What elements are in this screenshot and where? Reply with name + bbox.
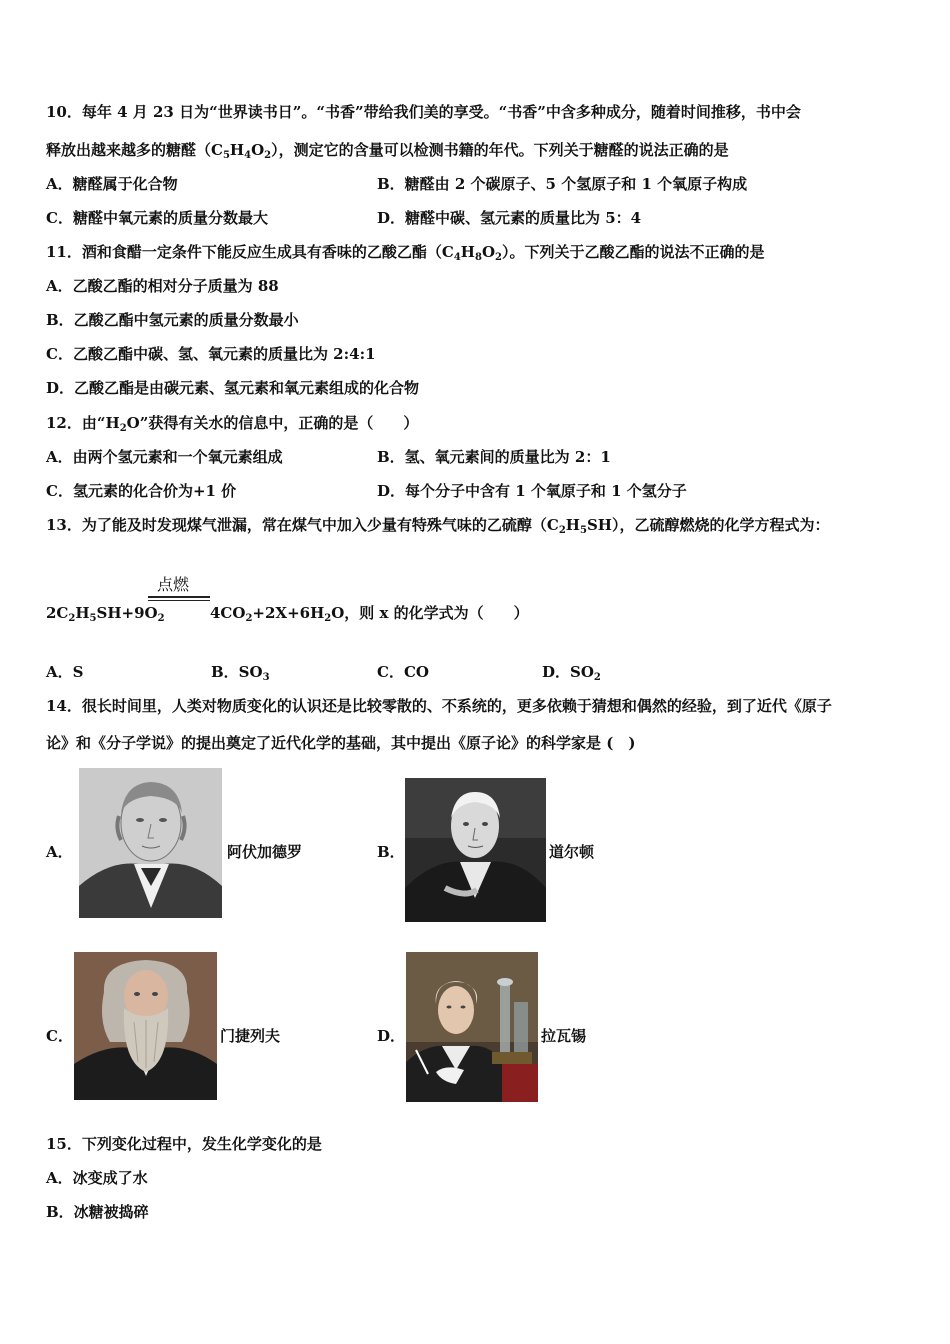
- q14-option-a-name: 阿伏加德罗: [227, 843, 303, 861]
- q13-option-d: [542, 662, 601, 682]
- eq-text: 4CO: [210, 604, 246, 622]
- subscript: 5: [89, 613, 97, 624]
- subscript: 8: [474, 252, 482, 263]
- q13-option-c: C．CO: [377, 663, 429, 681]
- q15-stem: 15．下列变化过程中，发生化学变化的是: [46, 1135, 322, 1153]
- subscript: 2: [324, 613, 332, 624]
- q13-text: 13．为了能及时发现煤气泄漏，常在煤气中加入少量有特殊气味的乙硫醇（C: [46, 516, 559, 534]
- q10-text: ），测定它的含量可以检测书籍的年代。下列关于糖醛的说法正确的是: [271, 141, 729, 159]
- q14-option-c-name: 门捷列夫: [220, 1027, 281, 1045]
- q12-stem: [46, 413, 418, 433]
- reaction-arrow-line: [148, 596, 210, 598]
- equation-reactants: [46, 603, 165, 623]
- q10-option-c: C．糖醛中氧元素的质量分数最大: [46, 209, 268, 227]
- subscript: 2: [245, 613, 253, 624]
- eq-text: SH+9O: [96, 604, 158, 622]
- q14-option-b-letter: B．: [377, 843, 405, 861]
- q10-option-b: B．糖醛由 2 个碳原子、5 个氢原子和 1 个氧原子构成: [377, 175, 748, 193]
- reaction-condition: 点燃: [157, 575, 190, 594]
- q11-text: 11．酒和食醋一定条件下能反应生成具有香味的乙酸乙酯（C: [46, 243, 454, 261]
- q14-option-a-letter: A．: [46, 843, 73, 861]
- q11-option-a: A．乙酸乙酯的相对分子质量为 88: [46, 277, 279, 295]
- subscript: 4: [453, 252, 461, 263]
- subscript: 2: [68, 613, 76, 624]
- q12-option-c: C．氢元素的化合价为+1 价: [46, 482, 237, 500]
- q13-text: H: [565, 516, 580, 534]
- dalton-portrait: [405, 778, 546, 922]
- q12-option-b: B．氢、氧元素间的质量比为 2：1: [377, 448, 611, 466]
- q15-option-a: A．冰变成了水: [46, 1169, 148, 1187]
- subscript: 5: [222, 150, 230, 161]
- q13-stem: [46, 515, 829, 535]
- q12-text: O”获得有关水的信息中，正确的是（ ）: [126, 414, 419, 432]
- subscript: 2: [264, 150, 272, 161]
- q14-option-d-letter: D．: [377, 1027, 406, 1045]
- subscript: 3: [262, 672, 270, 683]
- subscript: 2: [593, 672, 601, 683]
- q12-text: 12．由“H: [46, 414, 120, 432]
- q14-stem-line1: 14．很长时间里，人类对物质变化的认识还是比较零散的、不系统的，更多依赖于猜想和偶然的经验，到了近代《原子: [46, 697, 832, 715]
- subscript: 2: [558, 525, 566, 536]
- q15-option-b: B．冰糖被捣碎: [46, 1203, 149, 1221]
- mendeleev-portrait: [74, 952, 217, 1100]
- q11-text: O: [481, 243, 496, 261]
- q12-option-a: A．由两个氢元素和一个氧元素组成: [46, 448, 283, 466]
- q11-option-b: B．乙酸乙酯中氢元素的质量分数最小: [46, 311, 299, 329]
- eq-text: +2X+6H: [252, 604, 325, 622]
- q10-text: O: [251, 141, 265, 159]
- q13-option-b: [211, 662, 270, 682]
- reaction-arrow-line: [148, 600, 210, 601]
- q11-text: H: [460, 243, 475, 261]
- q13-option-b-text: B．SO: [211, 663, 263, 681]
- q14-option-d-name: 拉瓦锡: [541, 1027, 587, 1045]
- q11-stem: [46, 242, 765, 262]
- q10-stem-line1: 10．每年 4 月 23 日为“世界读书日”。“书香”带给我们美的享受。“书香”中含多种成分，随着时间推移，书中会: [46, 103, 801, 121]
- subscript: 2: [157, 613, 165, 624]
- subscript: 5: [579, 525, 587, 536]
- q10-text: H: [229, 141, 245, 159]
- q11-option-d: D．乙酸乙酯是由碳元素、氢元素和氧元素组成的化合物: [46, 379, 420, 397]
- q12-option-d: D．每个分子中含有 1 个氧原子和 1 个氢分子: [377, 482, 687, 500]
- subscript: 2: [495, 252, 502, 263]
- q13-text: SH），乙硫醇燃烧的化学方程式为：: [586, 516, 830, 534]
- q13-option-d-text: D．SO: [542, 663, 594, 681]
- q13-option-a: A．S: [46, 663, 84, 681]
- eq-text: O，则 x 的化学式为（ ）: [331, 604, 529, 622]
- eq-text: H: [75, 604, 90, 622]
- q14-option-b-name: 道尔顿: [549, 843, 595, 861]
- q11-option-c: C．乙酸乙酯中碳、氢、氧元素的质量比为 2:4:1: [46, 345, 376, 363]
- q14-stem-line2: 论》和《分子学说》的提出奠定了近代化学的基础，其中提出《原子论》的科学家是 ( ): [46, 734, 636, 752]
- q14-option-c-letter: C．: [46, 1027, 73, 1045]
- q10-option-d: D．糖醛中碳、氢元素的质量比为 5：4: [377, 209, 642, 227]
- q10-option-a: A．糖醛属于化合物: [46, 175, 178, 193]
- lavoisier-portrait: [406, 952, 538, 1102]
- eq-text: 2C: [46, 604, 69, 622]
- avogadro-portrait: [79, 768, 222, 918]
- q10-stem-line2: [46, 140, 729, 160]
- q11-text: ）。下列关于乙酸乙酯的说法不正确的是: [502, 243, 765, 261]
- subscript: 4: [244, 150, 252, 161]
- equation-products: [210, 603, 529, 623]
- q10-text: 释放出越来越多的糖醛（C: [46, 141, 223, 159]
- subscript: 2: [119, 423, 127, 434]
